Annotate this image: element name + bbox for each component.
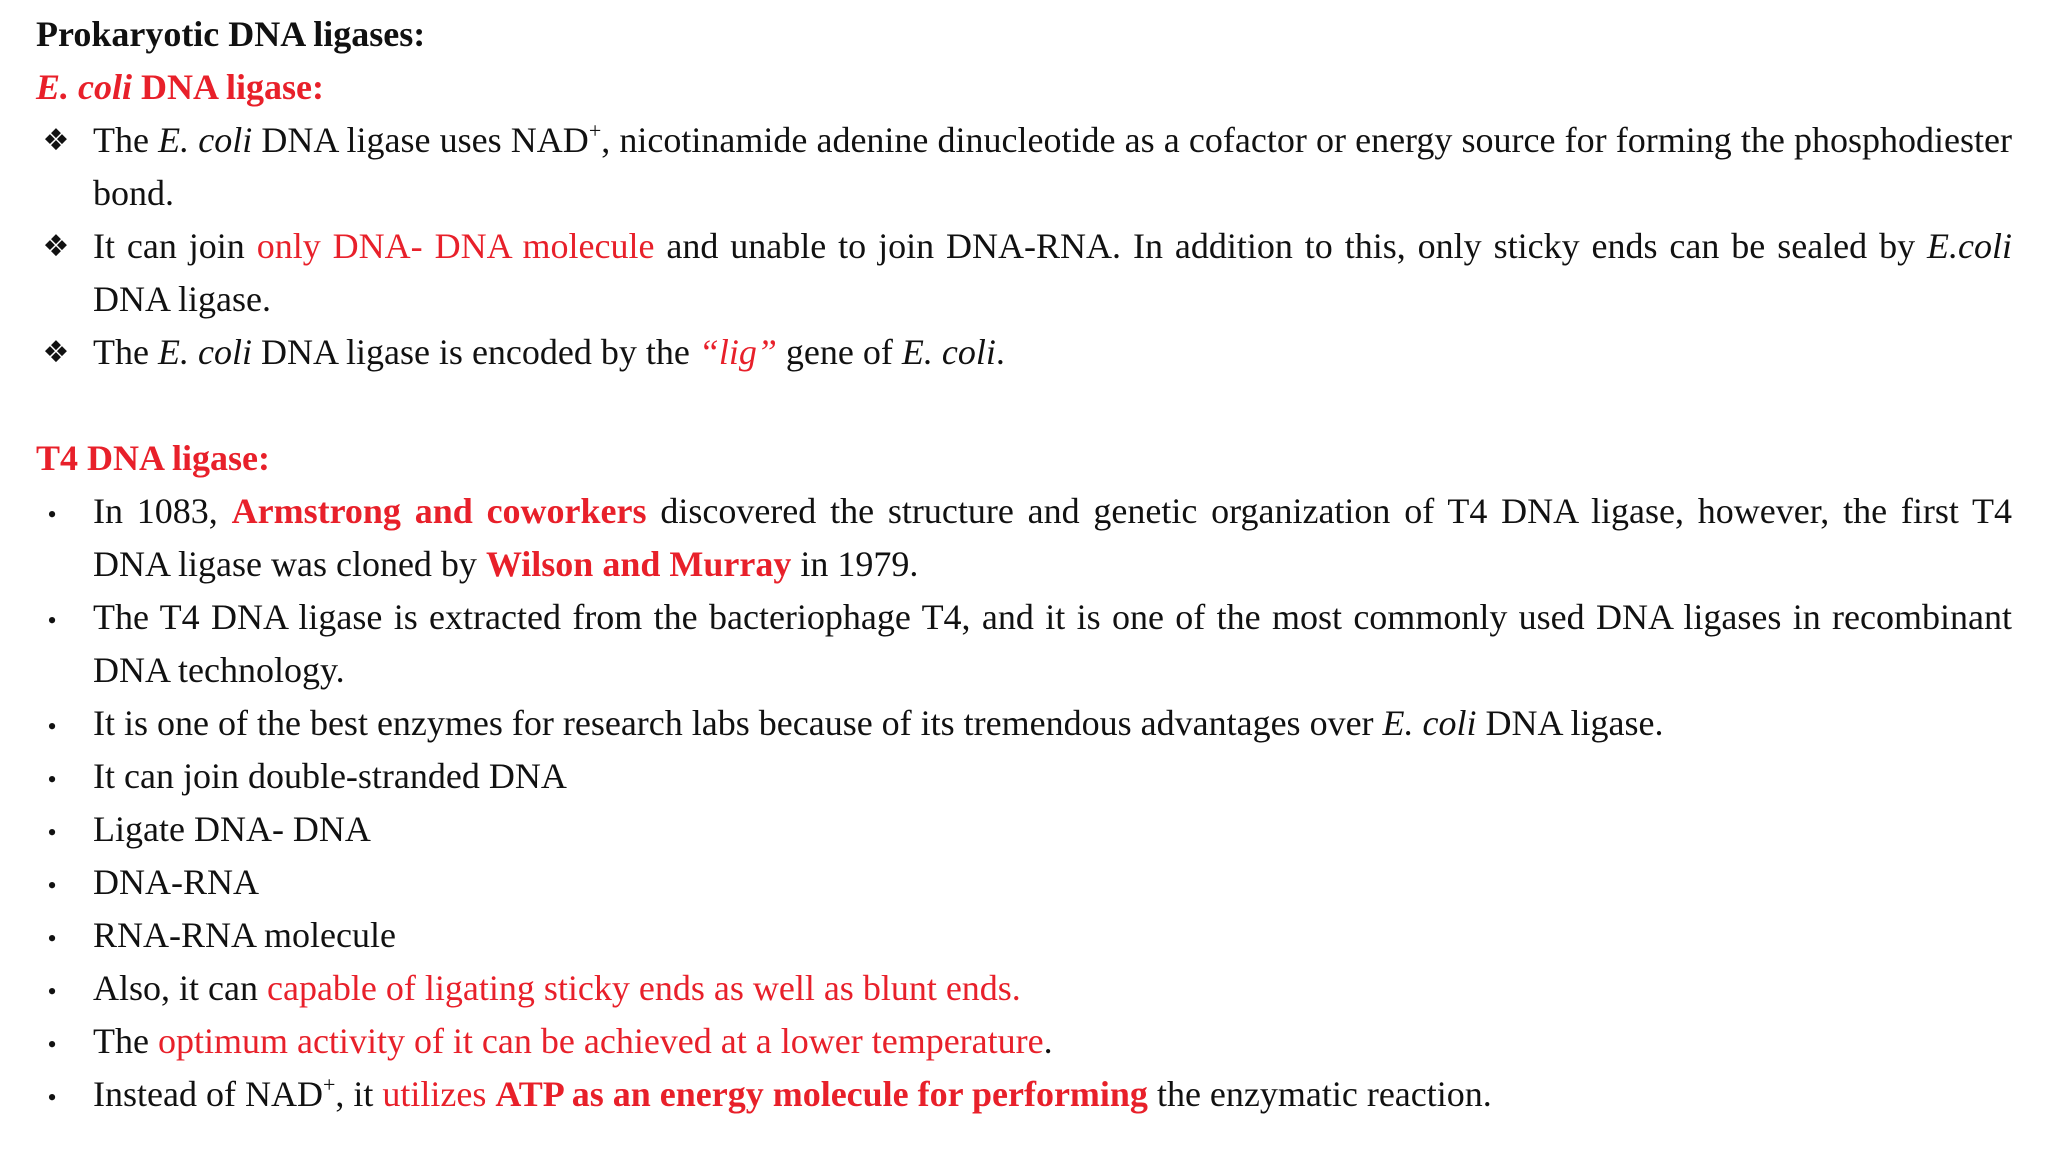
text-span: The <box>93 120 159 160</box>
text-span: Ligate DNA- DNA <box>93 809 371 849</box>
list-item <box>36 220 2012 326</box>
ecoli-bullet-list <box>36 114 2012 379</box>
subtitle-ecoli-italic: E. coli <box>36 67 132 107</box>
text-span: It can join double-stranded DNA <box>93 756 567 796</box>
text-span: The <box>93 1021 158 1061</box>
diamond-bullet-icon: ❖ <box>42 335 70 370</box>
list-item <box>36 750 2012 803</box>
text-span: DNA ligase uses NAD <box>252 120 589 160</box>
text-span: DNA ligase. <box>1476 703 1664 743</box>
text-span: E. coli <box>901 332 996 372</box>
dot-bullet-icon: • <box>47 977 57 1006</box>
text-span: . <box>1043 1021 1053 1061</box>
subtitle-ecoli-ligase <box>36 61 2012 114</box>
text-span: RNA-RNA molecule <box>93 915 396 955</box>
text-span: in 1979. <box>791 544 919 584</box>
section-title-t4: T4 DNA ligase: <box>36 438 270 478</box>
text-span: , nicotinamide adenine dinucleotide as a cofactor or energy source for forming the phosphodiester bond. <box>93 120 2012 213</box>
list-item <box>36 1068 2012 1121</box>
dot-bullet-icon: • <box>47 818 57 847</box>
highlight-span: only DNA- DNA molecule <box>256 226 655 266</box>
text-span: and unable to join DNA-RNA. In addition to this, only sticky ends can be sealed by <box>654 226 1928 266</box>
list-item <box>36 909 2012 962</box>
list-item <box>36 803 2012 856</box>
list-item <box>36 697 2012 750</box>
text-span: E. coli <box>1382 703 1477 743</box>
section-title-prokaryotic: Prokaryotic DNA ligases: <box>36 14 426 54</box>
list-item <box>36 1015 2012 1068</box>
text-span: E. coli <box>157 332 252 372</box>
subtitle-ecoli-rest: DNA ligase: <box>132 67 324 107</box>
highlight-span: capable of ligating sticky ends as well as blunt ends. <box>266 968 1021 1008</box>
dot-bullet-icon: • <box>47 924 57 953</box>
text-span: E. coli <box>158 120 253 160</box>
text-span: Also, it can <box>93 968 267 1008</box>
dot-bullet-icon: • <box>47 500 57 529</box>
diamond-bullet-icon: ❖ <box>42 229 70 264</box>
highlight-span: “lig” <box>698 332 777 372</box>
dot-bullet-icon: • <box>47 1083 57 1112</box>
dot-bullet-icon: • <box>47 712 57 741</box>
highlight-span: Armstrong and coworkers <box>231 491 647 531</box>
text-span: gene of <box>776 332 902 372</box>
t4-bullet-list <box>36 485 2012 1121</box>
highlight-span: ATP as an energy molecule for performing <box>495 1074 1148 1114</box>
dot-bullet-icon: • <box>47 1030 57 1059</box>
superscript: + <box>588 118 602 143</box>
text-span: DNA ligase is encoded by the <box>251 332 699 372</box>
highlight-span: utilizes <box>382 1074 496 1114</box>
list-item <box>36 591 2012 697</box>
text-span: , it <box>335 1074 383 1114</box>
dot-bullet-icon: • <box>47 606 57 635</box>
text-span: It can join <box>93 226 257 266</box>
superscript: + <box>322 1072 336 1097</box>
text-span: The <box>93 332 158 372</box>
list-item <box>36 485 2012 591</box>
text-span: discovered the structure and genetic organization of T4 DNA ligase, however, the first T4 DNA ligase was cloned by <box>93 491 2012 584</box>
highlight-span: optimum activity of it can be achieved at a lower temperature <box>157 1021 1044 1061</box>
text-span: In 1083, <box>93 491 232 531</box>
list-item <box>36 326 2012 379</box>
dot-bullet-icon: • <box>47 765 57 794</box>
list-item <box>36 962 2012 1015</box>
list-item <box>36 856 2012 909</box>
text-span: The T4 DNA ligase is extracted from the bacteriophage T4, and it is one of the most commonly used DNA ligases in recombinant DNA technology. <box>93 597 2012 690</box>
text-span: It is one of the best enzymes for research labs because of its tremendous advantages over <box>93 703 1383 743</box>
text-span: the enzymatic reaction. <box>1147 1074 1492 1114</box>
text-span: DNA-RNA <box>93 862 259 902</box>
text-span: Instead of NAD <box>93 1074 323 1114</box>
dot-bullet-icon: • <box>47 871 57 900</box>
section-spacer <box>36 379 2012 432</box>
text-span: . <box>995 332 1005 372</box>
diamond-bullet-icon: ❖ <box>42 123 70 158</box>
text-span: DNA ligase. <box>93 279 271 319</box>
list-item <box>36 114 2012 220</box>
highlight-span: Wilson and Murray <box>485 544 792 584</box>
text-span: E.coli <box>1927 226 2012 266</box>
